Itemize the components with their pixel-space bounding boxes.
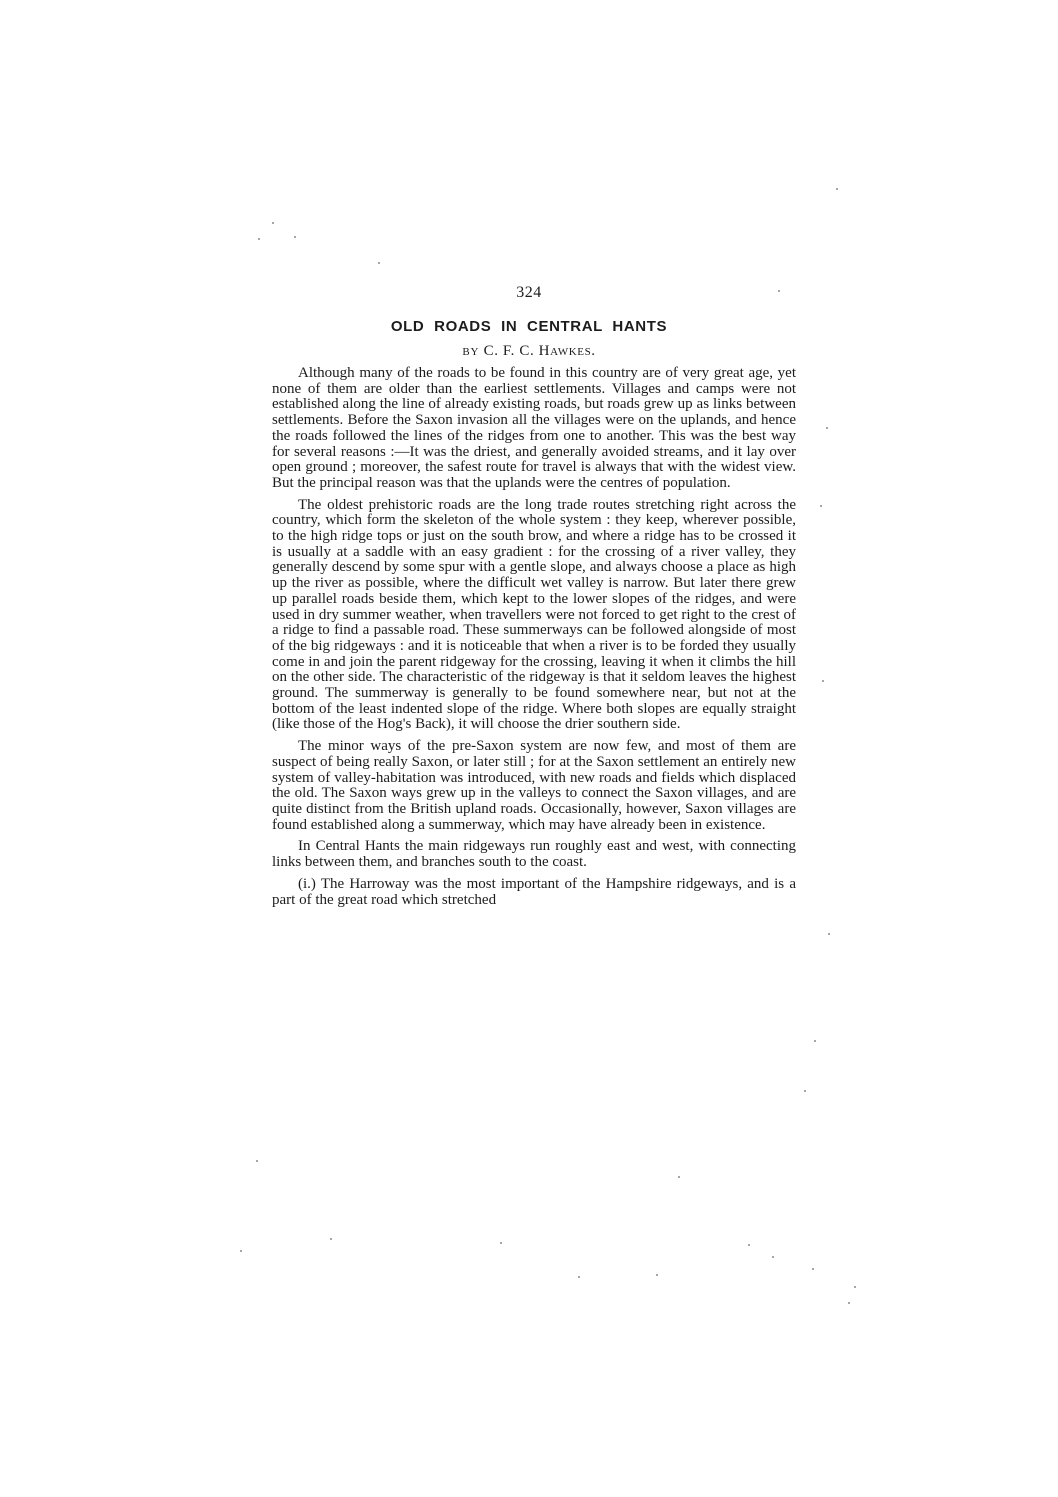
scan-speck bbox=[778, 290, 780, 292]
scan-speck bbox=[820, 505, 822, 507]
byline-prefix: BY bbox=[462, 346, 480, 358]
article-title: OLD ROADS IN CENTRAL HANTS bbox=[390, 318, 668, 335]
scan-speck bbox=[294, 236, 296, 238]
scan-speck bbox=[656, 1274, 658, 1276]
scan-speck bbox=[748, 1244, 750, 1246]
scan-speck bbox=[854, 1286, 856, 1288]
scan-speck bbox=[330, 1238, 332, 1240]
scan-speck bbox=[828, 933, 830, 935]
paragraph: The minor ways of the pre-Saxon system are now few, and most of them are suspect of being really Saxon, or later still ; for at the Saxon settlement an entirely new system of valley-habitation was introduced, with new roads and fields which displaced the old. The Saxon ways grew up in the valleys to connect the Saxon villages, and are quite distinct from the British upland roads. Occasionally, however, Saxon villages are found established along a summerway, which may have already been in existence. bbox=[272, 738, 796, 833]
paragraph: In Central Hants the main ridgeways run roughly east and west, with connecting links between them, and branches south to the coast. bbox=[272, 838, 796, 871]
paragraph: (i.) The Harroway was the most important of the Hampshire ridgeways, and is a part of the great road which stretched bbox=[272, 875, 796, 908]
scan-speck bbox=[836, 188, 838, 190]
scan-speck bbox=[258, 238, 260, 240]
scan-speck bbox=[272, 222, 274, 224]
scan-speck bbox=[772, 1256, 774, 1258]
scan-speck bbox=[804, 1090, 806, 1092]
scan-speck bbox=[826, 427, 828, 429]
scan-speck bbox=[678, 1176, 680, 1178]
scan-speck bbox=[822, 680, 824, 682]
paragraph: Although many of the roads to be found in this country are of very great age, yet none of them are older than the earliest settlements. Villages and camps were not established along the line of already existing roads, but roads grew up as links between settlements. Before the Saxon invasion all the villages were on the uplands, and hence the roads followed the lines of the ridges from one to another. This was the best way for several reasons :—It was the driest, and generally avoided streams, and it lay over open ground ; moreover, the safest route for travel is always that with the widest view. But the principal reason was that the uplands were the centres of population. bbox=[272, 365, 796, 491]
scan-speck bbox=[848, 1302, 850, 1304]
scan-speck bbox=[500, 1242, 502, 1244]
scan-speck bbox=[812, 1268, 814, 1270]
scan-speck bbox=[578, 1276, 580, 1278]
page-number: 324 bbox=[516, 284, 542, 301]
scan-speck bbox=[814, 1040, 816, 1042]
byline bbox=[0, 343, 1058, 360]
scan-speck bbox=[378, 262, 380, 264]
author-name: C. F. C. Hawkes. bbox=[483, 343, 596, 359]
paragraph: The oldest prehistoric roads are the long trade routes stretching right across the country, which form the skeleton of the whole system : they keep, wherever possible, to the high ridge tops or just on the south brow, and where a ridge has to be crossed it is usually at a saddle with an easy gradient : for the crossing of a river valley, they generally descend by some spur with a gentle slope, and always choose a place as high up the river as possible, where the difficult wet valley is narrow. But later there grew up parallel roads beside them, which kept to the lower slopes of the ridges, and were used in dry summer weather, when travellers were not forced to get right to the crest of a ridge to find a passable road. These summerways can be followed alongside of most of the big ridgeways : and it is noticeable that when a river is to be forded they usually come in and join the parent ridgeway for the crossing, leaving it when it climbs the hill on the other side. The characteristic of the ridgeway is that it seldom leaves the highest ground. The summerway is generally to be found somewhere near, but not at the bottom of the least indented slope of the ridge. Where both slopes are equally straight (like those of the Hog's Back), it will choose the drier southern side. bbox=[272, 496, 796, 733]
article-body bbox=[272, 366, 796, 914]
scan-speck bbox=[240, 1250, 242, 1252]
scan-speck bbox=[256, 1160, 258, 1162]
